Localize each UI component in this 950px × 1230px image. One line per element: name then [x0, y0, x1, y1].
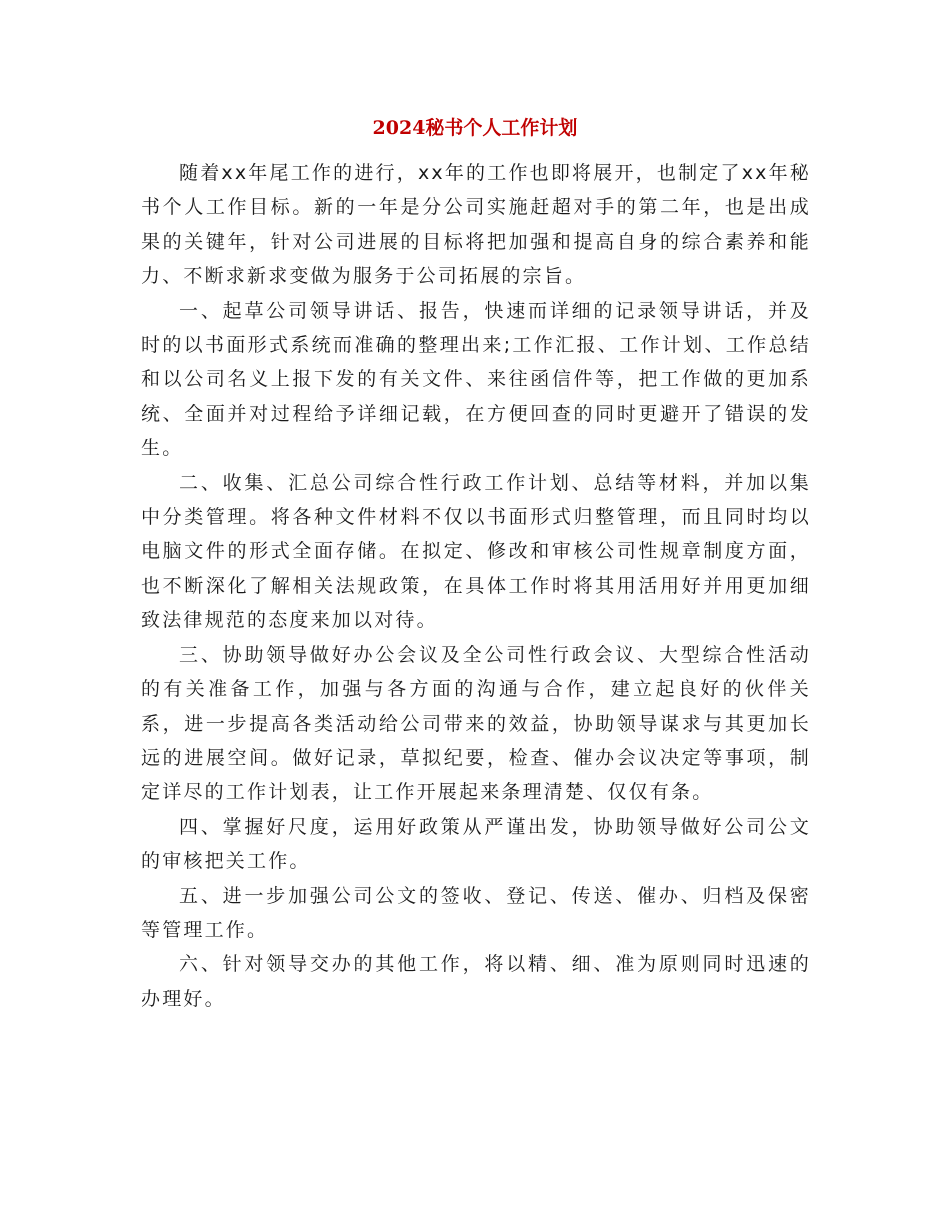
paragraph-item-2: 二、收集、汇总公司综合性行政工作计划、总结等材料，并加以集中分类管理。将各种文件材料不仅以书面形式归整管理，而且同时均以电脑文件的形式全面存储。在拟定、修改和审核公司性规章制度方面，也不断深化了解相关法规政策，在具体工作时将其用活用好并用更加细致法律规范的态度来加以对待。 [141, 471, 811, 632]
document-body [141, 156, 811, 1016]
paragraph-intro: 随着xx年尾工作的进行，xx年的工作也即将展开，也制定了xx年秘书个人工作目标。新的一年是分公司实施赶超对手的第二年，也是出成果的关键年，针对公司进展的目标将把加强和提高自身的综合素养和能力、不断求新求变做为服务于公司拓展的宗旨。 [141, 162, 811, 288]
paragraph-item-1: 一、起草公司领导讲话、报告，快速而详细的记录领导讲话，并及时的以书面形式系统而准确的整理出来;工作汇报、工作计划、工作总结和以公司名义上报下发的有关文件、来往函信件等，把工作做的更加系统、全面并对过程给予详细记载，在方便回查的同时更避开了错误的发生。 [141, 299, 811, 460]
paragraph-item-3: 三、协助领导做好办公会议及全公司性行政会议、大型综合性活动的有关准备工作，加强与各方面的沟通与合作，建立起良好的伙伴关系，进一步提高各类活动给公司带来的效益，协助领导谋求与其更加长远的进展空间。做好记录，草拟纪要，检查、催办会议决定等事项，制定详尽的工作计划表，让工作开展起来条理清楚、仅仅有条。 [141, 643, 811, 804]
paragraph-item-5: 五、进一步加强公司公文的签收、登记、传送、催办、归档及保密等管理工作。 [141, 884, 811, 941]
document-title: 2024秘书个人工作计划 [372, 117, 578, 139]
paragraph-item-6: 六、针对领导交办的其他工作，将以精、细、准为原则同时迅速的办理好。 [141, 953, 811, 1010]
paragraph-item-4: 四、掌握好尺度，运用好政策从严谨出发，协助领导做好公司公文的审核把关工作。 [141, 815, 811, 873]
